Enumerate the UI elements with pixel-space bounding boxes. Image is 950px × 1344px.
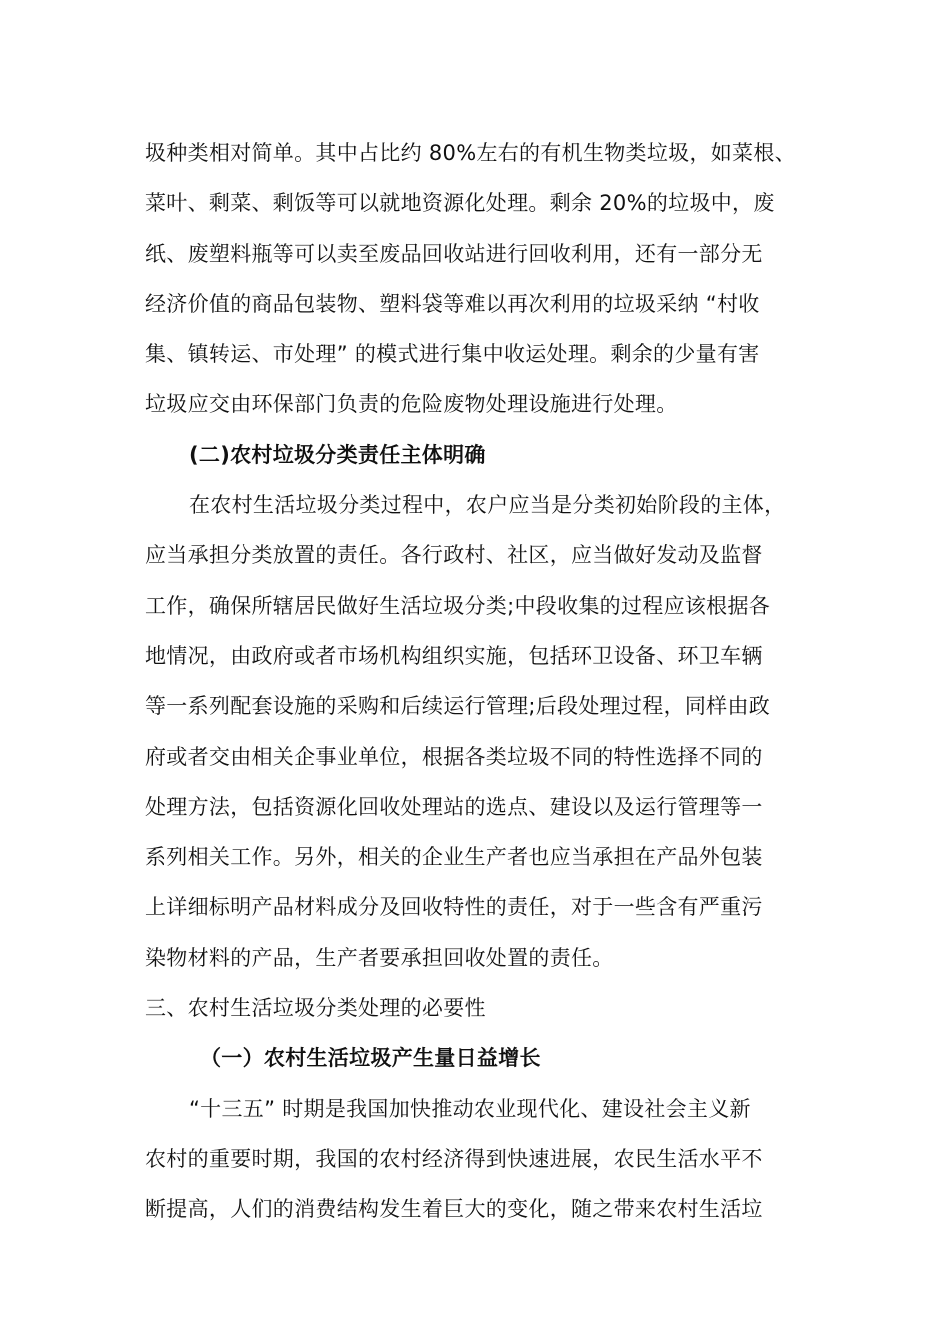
section-heading: （一）农村生活垃圾产生量日益增长: [200, 1046, 541, 1071]
paragraph-line: 经济价值的商品包装物、塑料袋等难以再次利用的垃圾采纳 “村收: [145, 291, 760, 316]
paragraph-line: 上详细标明产品材料成分及回收特性的责任，对于一些含有严重污: [145, 895, 763, 920]
paragraph-line: 垃圾应交由环保部门负责的危险废物处理设施进行处理。: [145, 392, 678, 417]
paragraph-line: 染物材料的产品，生产者要承担回收处置的责任。: [145, 945, 614, 970]
paragraph-line: 农村的重要时期，我国的农村经济得到快速进展，农民生活水平不: [145, 1146, 763, 1171]
paragraph-line: 菜叶、剩菜、剩饭等可以就地资源化处理。剩余 20%的垃圾中，废: [145, 191, 775, 216]
paragraph-line: “十三五” 时期是我国加快推动农业现代化、建设社会主义新: [189, 1096, 751, 1121]
paragraph-line: 等一系列配套设施的采购和后续运行管理;后段处理过程，同样由政: [145, 694, 771, 719]
paragraph-line: 工作，确保所辖居民做好生活垃圾分类;中段收集的过程应该根据各: [145, 593, 771, 618]
chapter-heading: 三、农村生活垃圾分类处理的必要性: [145, 996, 486, 1021]
paragraph-line: 圾种类相对简单。其中占比约 80%左右的有机生物类垃圾，如菜根、: [145, 141, 796, 165]
paragraph-line: 断提高，人们的消费结构发生着巨大的变化，随之带来农村生活垃: [145, 1197, 763, 1222]
paragraph-line: 地情况，由政府或者市场机构组织实施，包括环卫设备、环卫车辆: [145, 643, 763, 668]
paragraph-line: 处理方法，包括资源化回收处理站的选点、建设以及运行管理等一: [145, 794, 763, 819]
paragraph-line: 应当承担分类放置的责任。各行政村、社区，应当做好发动及监督: [145, 543, 763, 568]
paragraph-line: 在农村生活垃圾分类过程中，农户应当是分类初始阶段的主体，: [189, 493, 786, 518]
paragraph-line: 系列相关工作。另外，相关的企业生产者也应当承担在产品外包装: [145, 845, 763, 870]
paragraph-line: 集、镇转运、市处理” 的模式进行集中收运处理。剩余的少量有害: [145, 342, 760, 367]
document-body: [145, 128, 810, 1235]
paragraph-line: 纸、废塑料瓶等可以卖至废品回收站进行回收利用，还有一部分无: [145, 241, 763, 266]
section-heading: (二)农村垃圾分类责任主体明确: [189, 442, 486, 467]
paragraph-line: 府或者交由相关企事业单位，根据各类垃圾不同的特性选择不同的: [145, 744, 763, 769]
